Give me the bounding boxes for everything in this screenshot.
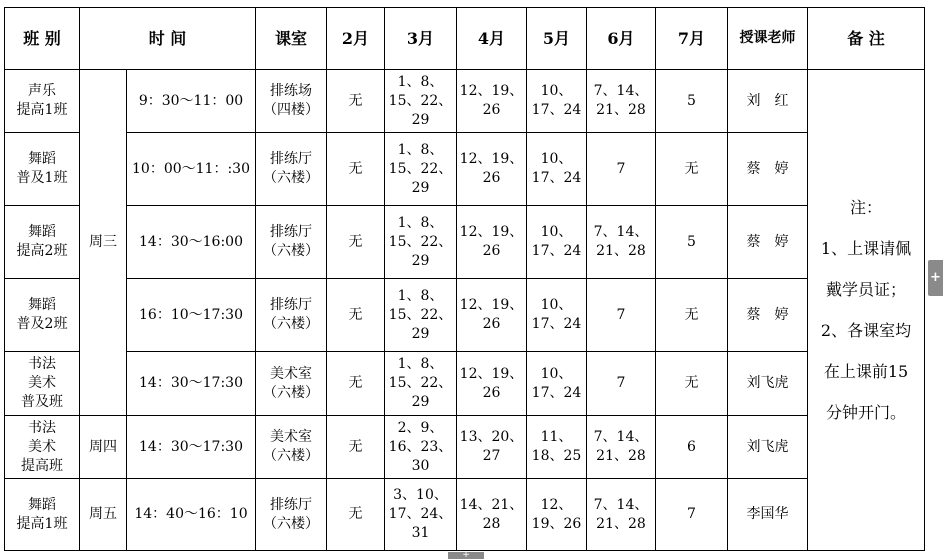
class-name-cell: 书法 美术 提高班 <box>5 416 80 479</box>
mar-cell: 2、9、 16、23、 30 <box>385 416 457 479</box>
header-feb: 2月 <box>327 8 385 70</box>
table-row <box>5 479 925 551</box>
header-time: 时 间 <box>80 8 256 70</box>
room-cell: 排练厅 （六楼） <box>256 479 327 551</box>
teacher-cell: 蔡 婷 <box>728 206 808 279</box>
jun-cell: 7 <box>587 279 656 352</box>
feb-cell: 无 <box>327 352 385 416</box>
may-cell: 10、 17、24 <box>527 279 587 352</box>
jul-cell: 无 <box>656 279 728 352</box>
feb-cell: 无 <box>327 279 385 352</box>
time-cell: 14：30～16:00 <box>127 206 256 279</box>
jun-cell: 7、14、 21、28 <box>587 70 656 133</box>
room-cell: 排练场 （四楼） <box>256 70 327 133</box>
time-cell: 14：30～17:30 <box>127 352 256 416</box>
header-note: 备 注 <box>808 8 925 70</box>
mar-cell: 3、10、 17、24、 31 <box>385 479 457 551</box>
jun-cell: 7、14、 21、28 <box>587 479 656 551</box>
table-row <box>5 352 925 416</box>
time-cell: 9：30～11：00 <box>127 70 256 133</box>
teacher-cell: 蔡 婷 <box>728 133 808 206</box>
header-room: 课室 <box>256 8 327 70</box>
weekday-cell: 周三 <box>80 70 127 416</box>
time-cell: 14：30～17:30 <box>127 416 256 479</box>
header-row <box>5 8 925 70</box>
table-row <box>5 133 925 206</box>
mar-cell: 1、8、 15、22、 29 <box>385 279 457 352</box>
note-line: 戴学员证； <box>825 280 906 299</box>
room-cell: 美术室 （六楼） <box>256 352 327 416</box>
table-row <box>5 279 925 352</box>
jun-cell: 7 <box>587 133 656 206</box>
header-jul: 7月 <box>656 8 728 70</box>
time-cell: 14：40～16：10 <box>127 479 256 551</box>
room-cell: 美术室 （六楼） <box>256 416 327 479</box>
header-may: 5月 <box>527 8 587 70</box>
expand-tab-right[interactable]: + <box>928 260 943 296</box>
note-line: 在上课前15 <box>823 362 909 381</box>
apr-cell: 12、19、 26 <box>457 352 527 416</box>
jun-cell: 7、14、 21、28 <box>587 416 656 479</box>
room-cell: 排练厅 （六楼） <box>256 206 327 279</box>
note-line: 2、各课室均 <box>820 321 912 340</box>
jun-cell: 7 <box>587 352 656 416</box>
jul-cell: 无 <box>656 352 728 416</box>
class-name-cell: 舞蹈 普及2班 <box>5 279 80 352</box>
jun-cell: 7、14、 21、28 <box>587 206 656 279</box>
feb-cell: 无 <box>327 206 385 279</box>
feb-cell: 无 <box>327 70 385 133</box>
header-mar: 3月 <box>385 8 457 70</box>
teacher-cell: 刘 红 <box>728 70 808 133</box>
note-line: 分钟开门。 <box>825 403 906 422</box>
teacher-cell: 刘飞虎 <box>728 416 808 479</box>
apr-cell: 12、19、 26 <box>457 206 527 279</box>
class-name-cell: 舞蹈 提高1班 <box>5 479 80 551</box>
header-apr: 4月 <box>457 8 527 70</box>
mar-cell: 1、8、 15、22、 29 <box>385 133 457 206</box>
jul-cell: 5 <box>656 70 728 133</box>
weekday-cell: 周五 <box>80 479 127 551</box>
feb-cell: 无 <box>327 416 385 479</box>
note-cell <box>808 70 925 551</box>
feb-cell: 无 <box>327 133 385 206</box>
room-cell: 排练厅 （六楼） <box>256 279 327 352</box>
may-cell: 12、 19、26 <box>527 479 587 551</box>
jul-cell: 5 <box>656 206 728 279</box>
time-cell: 10：00～11：:30 <box>127 133 256 206</box>
mar-cell: 1、8、 15、22、 29 <box>385 206 457 279</box>
table-row <box>5 70 925 133</box>
class-name-cell: 舞蹈 提高2班 <box>5 206 80 279</box>
note-line: 1、上课请佩 <box>820 239 912 258</box>
weekday-cell: 周四 <box>80 416 127 479</box>
apr-cell: 12、19、 26 <box>457 133 527 206</box>
teacher-cell: 李国华 <box>728 479 808 551</box>
header-teacher: 授课老师 <box>728 8 808 70</box>
may-cell: 10、 17、24 <box>527 206 587 279</box>
class-name-cell: 声乐 提高1班 <box>5 70 80 133</box>
room-cell: 排练厅 （六楼） <box>256 133 327 206</box>
apr-cell: 12、19、 26 <box>457 279 527 352</box>
header-class: 班 别 <box>5 8 80 70</box>
header-jun: 6月 <box>587 8 656 70</box>
table-row <box>5 206 925 279</box>
class-name-cell: 舞蹈 普及1班 <box>5 133 80 206</box>
may-cell: 11、 18、25 <box>527 416 587 479</box>
mar-cell: 1、8、 15、22、 29 <box>385 70 457 133</box>
may-cell: 10、 17、24 <box>527 133 587 206</box>
apr-cell: 14、21、 28 <box>457 479 527 551</box>
jul-cell: 无 <box>656 133 728 206</box>
feb-cell: 无 <box>327 479 385 551</box>
teacher-cell: 刘飞虎 <box>728 352 808 416</box>
teacher-cell: 蔡 婷 <box>728 279 808 352</box>
apr-cell: 12、19、 26 <box>457 70 527 133</box>
may-cell: 10、 17、24 <box>527 352 587 416</box>
schedule-sheet <box>4 7 925 551</box>
jul-cell: 6 <box>656 416 728 479</box>
expand-tab-bottom[interactable]: + <box>448 552 484 559</box>
apr-cell: 13、20、 27 <box>457 416 527 479</box>
mar-cell: 1、8、 15、22、 29 <box>385 352 457 416</box>
class-schedule-table <box>4 7 925 551</box>
jul-cell: 7 <box>656 479 728 551</box>
may-cell: 10、 17、24 <box>527 70 587 133</box>
note-line: 注： <box>849 198 882 217</box>
table-row <box>5 416 925 479</box>
time-cell: 16：10～17:30 <box>127 279 256 352</box>
class-name-cell: 书法 美术 普及班 <box>5 352 80 416</box>
